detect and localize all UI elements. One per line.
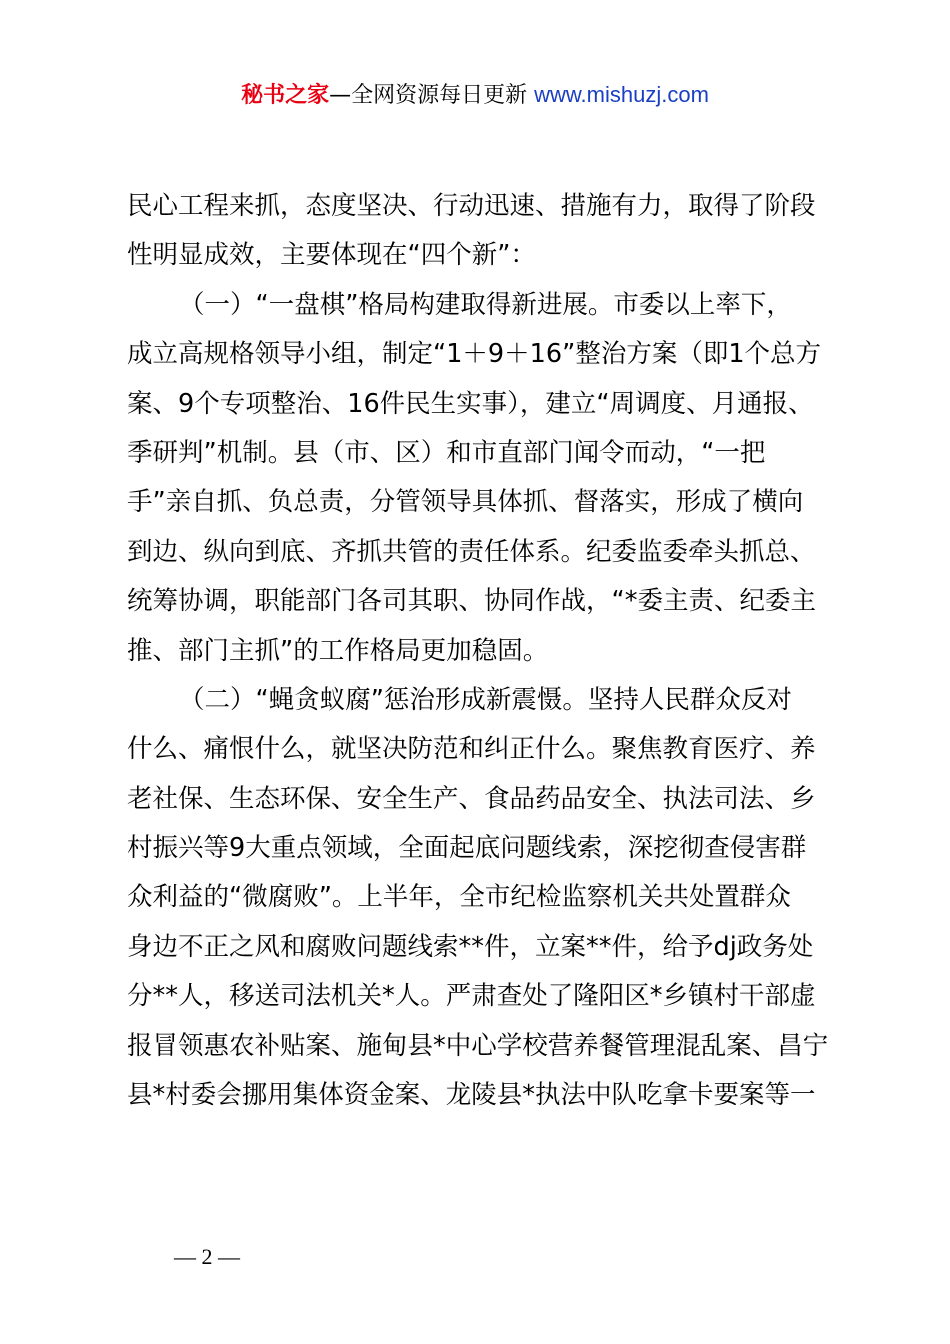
text-line: 分**人，移送司法机关*人。严肃查处了隆阳区*乡镇村干部虚 (127, 981, 816, 1012)
text-line: 众利益的“微腐败”。上半年，全市纪检监察机关共处置群众 (127, 882, 791, 913)
text-line: 手”亲自抓、负总责，分管领导具体抓、督落实，形成了横向 (127, 487, 804, 518)
text-line: 村振兴等9大重点领域，全面起底问题线索，深挖彻查侵害群 (127, 833, 807, 864)
text-line: 到边、纵向到底、齐抓共管的责任体系。纪委监委牵头抓总、 (127, 536, 816, 567)
text-line: 案、9个专项整治、16件民生实事），建立“周调度、月通报、 (127, 388, 814, 419)
text-line: 成立高规格领导小组，制定“1＋9＋16”整治方案（即1个总方 (127, 339, 822, 370)
header-tagline: —全网资源每日更新 (329, 83, 535, 108)
document-body (127, 182, 839, 1120)
text-line: 推、部门主抓”的工作格局更加稳固。 (127, 635, 549, 666)
text-line: 性明显成效，主要体现在“四个新”： (127, 240, 536, 271)
text-line: 身边不正之风和腐败问题线索**件，立案**件，给予dj政务处 (127, 931, 814, 962)
text-line: 统筹协调，职能部门各司其职、协同作战，“*委主责、纪委主 (127, 586, 816, 617)
text-line: 报冒领惠农补贴案、施甸县*中心学校营养餐管理混乱案、昌宁 (127, 1030, 829, 1061)
page-number: — 2 — (174, 1244, 240, 1269)
brand-name: 秘书之家 (241, 83, 330, 108)
text-line: 民心工程来抓，态度坚决、行动迅速、措施有力，取得了阶段 (127, 191, 816, 221)
section-heading-line: （二）“蝇贪蚁腐”惩治形成新震慑。坚持人民群众反对 (179, 684, 792, 715)
section-heading-line: （一）“一盘棋”格局构建取得新进展。市委以上率下， (179, 289, 792, 320)
text-line: 季研判”机制。县（市、区）和市直部门闻令而动，“一把 (127, 437, 766, 468)
text-line: 老社保、生态环保、安全生产、食品药品安全、执法司法、乡 (127, 783, 816, 814)
text-line: 什么、痛恨什么，就坚决防范和纠正什么。聚焦教育医疗、养 (127, 734, 816, 765)
text-line: 县*村委会挪用集体资金案、龙陵县*执法中队吃拿卡要案等一 (127, 1080, 816, 1111)
site-url-link[interactable]: www.mishuzj.com (534, 82, 709, 107)
page-header (0, 78, 950, 113)
